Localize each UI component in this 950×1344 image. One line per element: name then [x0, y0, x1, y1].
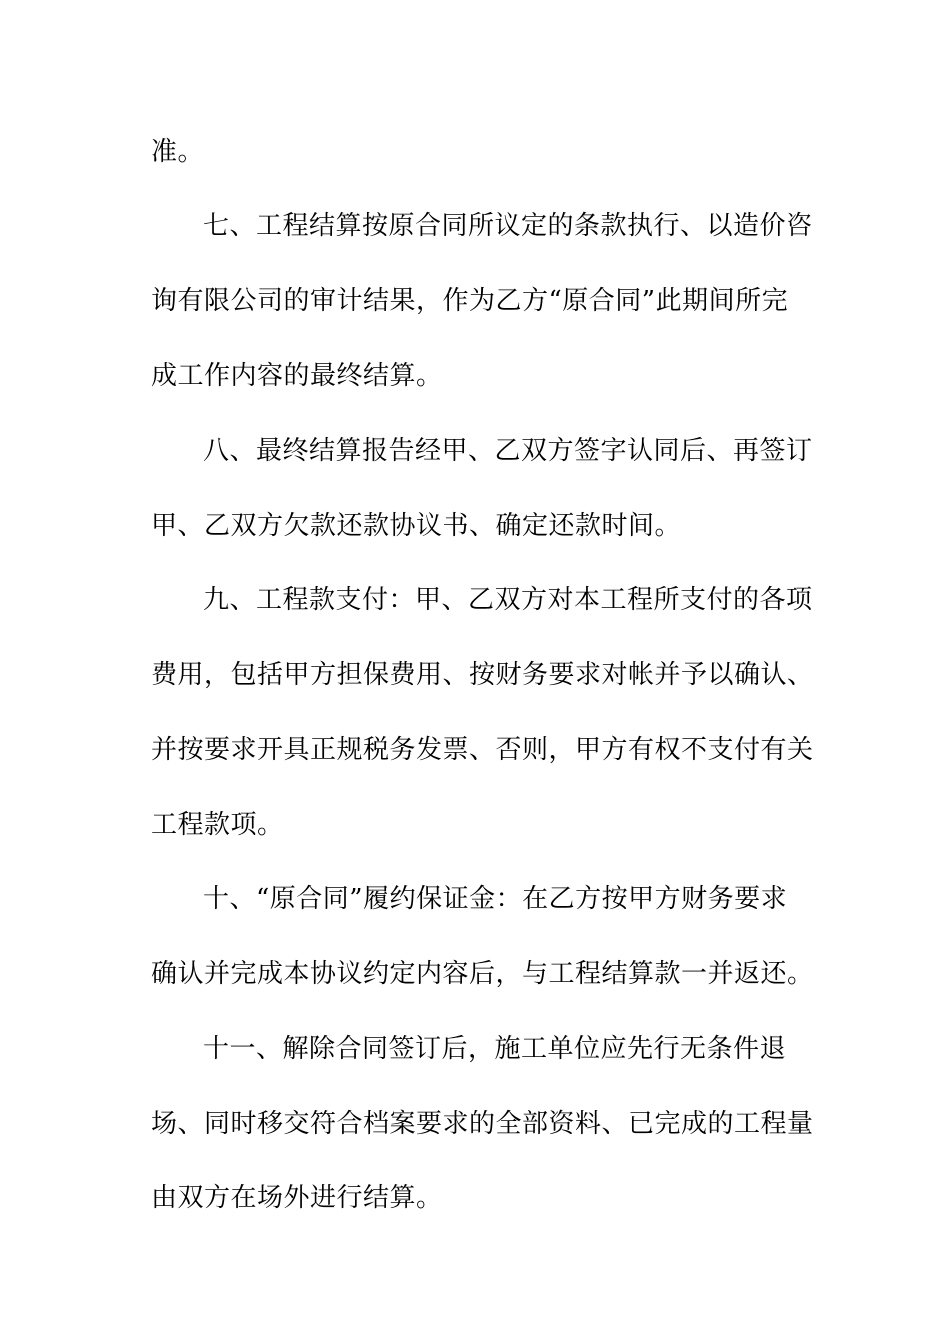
- text-line: 确认并完成本协议约定内容后，与工程结算款一并返还。: [151, 959, 814, 989]
- text-line: 并按要求开具正规税务发票、否则，甲方有权不支付有关: [151, 735, 814, 765]
- text-line: 成工作内容的最终结算。: [151, 361, 443, 391]
- text-line: 准。: [151, 137, 205, 167]
- text-line: 场、同时移交符合档案要求的全部资料、已完成的工程量: [151, 1109, 814, 1139]
- text-line: 询有限公司的审计结果，作为乙方“原合同”此期间所完: [151, 286, 789, 316]
- clause-11-line: 十一、解除合同签订后，施工单位应先行无条件退: [203, 1034, 787, 1064]
- clause-9-line: 九、工程款支付：甲、乙双方对本工程所支付的各项: [203, 585, 813, 615]
- clause-7-line: 七、工程结算按原合同所议定的条款执行、以造价咨: [203, 211, 813, 241]
- text-line: 工程款项。: [151, 810, 284, 840]
- text-line: 费用，包括甲方担保费用、按财务要求对帐并予以确认、: [151, 660, 814, 690]
- text-line: 甲、乙双方欠款还款协议书、确定还款时间。: [151, 511, 682, 541]
- clause-10-line: 十、“原合同”履约保证金：在乙方按甲方财务要求: [203, 884, 788, 914]
- clause-8-line: 八、最终结算报告经甲、乙双方签字认同后、再签订: [203, 436, 813, 466]
- text-line: 由双方在场外进行结算。: [151, 1183, 443, 1213]
